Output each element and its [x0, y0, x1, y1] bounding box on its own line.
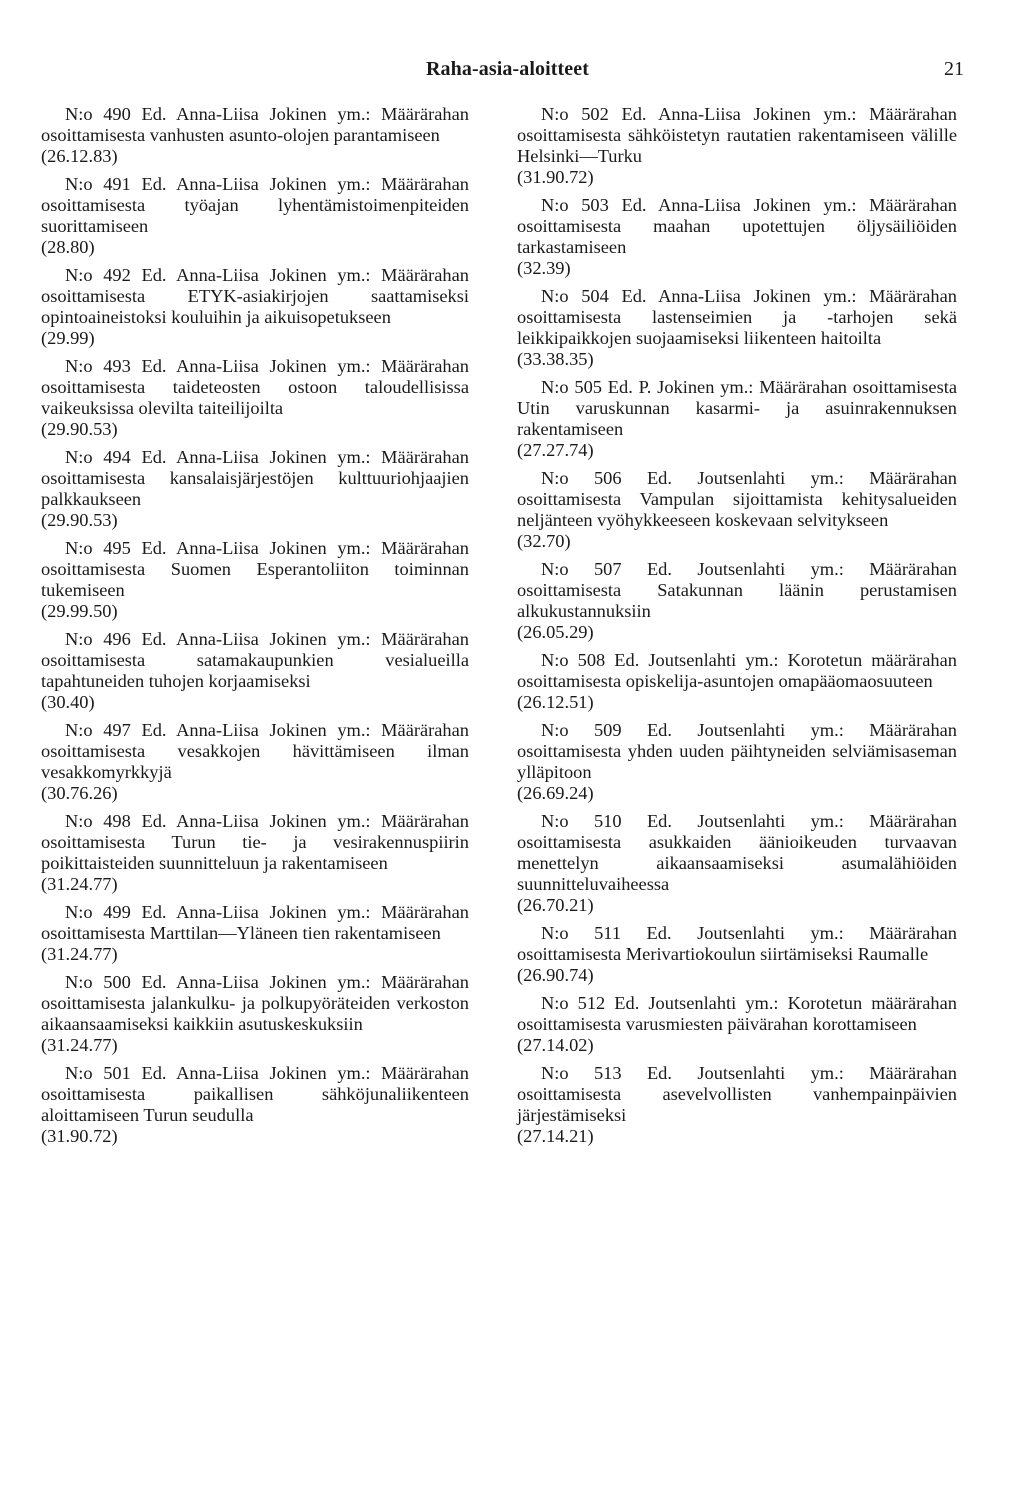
motion-text: N:o 491 Ed. Anna-Liisa Jokinen ym.: Määrärahan osoittamisesta työajan lyhentämistoimenpiteiden suorittamiseen [41, 174, 469, 236]
budget-reference: (32.39) [517, 257, 571, 278]
motion-text: N:o 497 Ed. Anna-Liisa Jokinen ym.: Määrärahan osoittamisesta vesakkojen hävittämiseen ilman vesakkomyrkkyjä [41, 720, 469, 783]
motion-entry [41, 265, 469, 349]
budget-reference: (30.76.26) [41, 782, 118, 803]
motion-text: N:o 502 Ed. Anna-Liisa Jokinen ym.: Määrärahan osoittamisesta sähköistetyn rautatien rakentamiseen välille Helsinki—Turku [517, 104, 957, 166]
motion-entry [517, 650, 957, 713]
motion-entry [517, 104, 957, 188]
budget-reference: (31.90.72) [41, 1126, 118, 1147]
motion-entry [517, 720, 957, 804]
budget-reference: (26.69.24) [517, 782, 594, 803]
motion-text: N:o 501 Ed. Anna-Liisa Jokinen ym.: Määrärahan osoittamisesta paikallisen sähköjunaliikenteen aloittamiseen Turun seudulla [41, 1063, 469, 1126]
budget-reference: (26.90.74) [517, 964, 594, 985]
budget-reference: (29.99.50) [41, 600, 118, 621]
motion-text: N:o 504 Ed. Anna-Liisa Jokinen ym.: Määrärahan osoittamisesta lastenseimien ja -tarhojen sekä leikkipaikkojen suojaamiseksi liikenteen haitoilta [517, 286, 957, 348]
running-header-title: Raha-asia-aloitteet [426, 58, 589, 80]
motion-entry [517, 923, 957, 986]
budget-reference: (29.99) [41, 327, 95, 348]
motion-text: N:o 498 Ed. Anna-Liisa Jokinen ym.: Määrärahan osoittamisesta Turun tie- ja vesirakennuspiirin poikittaisteiden suunnitteluun ja rakentamiseen [41, 811, 469, 874]
motion-text: N:o 506 Ed. Joutsenlahti ym.: Määrärahan osoittamisesta Vampulan sijoittamista kehitysalueiden neljänteen vyöhykkeeseen koskevaan selvitykseen [517, 468, 957, 530]
motion-entry [41, 356, 469, 440]
motion-text: N:o 493 Ed. Anna-Liisa Jokinen ym.: Määrärahan osoittamisesta taideteosten ostoon taloudellisissa vaikeuksissa olevilta taiteilijoilta [41, 356, 469, 418]
motion-entry [517, 195, 957, 279]
motion-text: N:o 495 Ed. Anna-Liisa Jokinen ym.: Määrärahan osoittamisesta Suomen Esperantoliiton toiminnan tukemiseen [41, 538, 469, 600]
budget-reference: (31.24.77) [41, 873, 118, 894]
left-column [41, 104, 469, 1154]
motion-text: N:o 499 Ed. Anna-Liisa Jokinen ym.: Määrärahan osoittamisesta Marttilan—Yläneen tien rakentamiseen [41, 902, 469, 944]
motion-text: N:o 492 Ed. Anna-Liisa Jokinen ym.: Määrärahan osoittamisesta ETYK-asiakirjojen saattamiseksi opintoaineistoksi kouluihin ja aikuisopetukseen [41, 265, 469, 327]
motion-entry [41, 1063, 469, 1147]
motion-entry [41, 811, 469, 895]
right-column [517, 104, 957, 1154]
motion-text: N:o 511 Ed. Joutsenlahti ym.: Määrärahan osoittamisesta Merivartiokoulun siirtämiseksi Raumalle [517, 923, 957, 965]
budget-reference: (26.12.83) [41, 145, 118, 166]
budget-reference: (28.80) [41, 236, 95, 257]
motion-entry [41, 629, 469, 713]
budget-reference: (31.24.77) [41, 944, 118, 965]
motion-entry [41, 720, 469, 804]
budget-reference: (31.24.77) [41, 1035, 118, 1056]
page-header [0, 58, 1024, 88]
motion-text: N:o 500 Ed. Anna-Liisa Jokinen ym.: Määrärahan osoittamisesta jalankulku- ja polkupyöräteiden verkoston aikaansaamiseksi kaikkiin asutuskeskuksiin [41, 972, 469, 1035]
page-number: 21 [944, 58, 964, 80]
budget-reference: (27.27.74) [517, 439, 594, 460]
motion-text: N:o 508 Ed. Joutsenlahti ym.: Korotetun määrärahan osoittamisesta opiskelija-asuntojen omapääomaosuuteen [517, 650, 957, 691]
motion-text: N:o 494 Ed. Anna-Liisa Jokinen ym.: Määrärahan osoittamisesta kansalaisjärjestöjen kulttuuriohjaajien palkkaukseen [41, 447, 469, 509]
budget-reference: (30.40) [41, 691, 95, 712]
budget-reference: (32.70) [517, 530, 571, 551]
budget-reference: (27.14.02) [517, 1035, 594, 1056]
budget-reference: (29.90.53) [41, 418, 118, 439]
motion-entry [517, 468, 957, 552]
motion-entry [517, 286, 957, 370]
motion-entry [517, 811, 957, 916]
motion-entry [517, 377, 957, 461]
motion-entry [41, 902, 469, 965]
budget-reference: (27.14.21) [517, 1126, 594, 1147]
motion-text: N:o 513 Ed. Joutsenlahti ym.: Määrärahan osoittamisesta asevelvollisten vanhempainpäivien järjestämiseksi [517, 1063, 957, 1126]
motion-entry [517, 1063, 957, 1147]
motion-entry [41, 972, 469, 1056]
budget-reference: (26.05.29) [517, 621, 594, 642]
motion-entry [41, 538, 469, 622]
motion-entry [517, 993, 957, 1056]
motion-entry [517, 559, 957, 643]
motion-entry [41, 447, 469, 531]
budget-reference: (33.38.35) [517, 348, 594, 369]
motion-text: N:o 503 Ed. Anna-Liisa Jokinen ym.: Määrärahan osoittamisesta maahan upotettujen öljysäiliöiden tarkastamiseen [517, 195, 957, 257]
motion-text: N:o 510 Ed. Joutsenlahti ym.: Määrärahan osoittamisesta asukkaiden äänioikeuden turvaavan menettelyn aikaansaamiseksi asumalähiöiden suunnitteluvaiheessa [517, 811, 957, 894]
motion-entry [41, 104, 469, 167]
motion-text: N:o 490 Ed. Anna-Liisa Jokinen ym.: Määrärahan osoittamisesta vanhusten asunto-olojen parantamiseen [41, 104, 469, 145]
budget-reference: (31.90.72) [517, 166, 594, 187]
motion-text: N:o 505 Ed. P. Jokinen ym.: Määrärahan osoittamisesta Utin varuskunnan kasarmi- ja asuinrakennuksen rakentamiseen [517, 377, 957, 439]
budget-reference: (26.12.51) [517, 691, 594, 712]
motion-text: N:o 509 Ed. Joutsenlahti ym.: Määrärahan osoittamisesta yhden uuden päihtyneiden selviämisaseman ylläpitoon [517, 720, 957, 783]
motion-text: N:o 507 Ed. Joutsenlahti ym.: Määrärahan osoittamisesta Satakunnan läänin perustamisen alkukustannuksiin [517, 559, 957, 621]
motion-text: N:o 512 Ed. Joutsenlahti ym.: Korotetun määrärahan osoittamisesta varusmiesten päivärahan korottamiseen [517, 993, 957, 1035]
motion-text: N:o 496 Ed. Anna-Liisa Jokinen ym.: Määrärahan osoittamisesta satamakaupunkien vesialueilla tapahtuneiden tuhojen korjaamiseksi [41, 629, 469, 691]
budget-reference: (29.90.53) [41, 509, 118, 530]
budget-reference: (26.70.21) [517, 894, 594, 915]
motion-entry [41, 174, 469, 258]
